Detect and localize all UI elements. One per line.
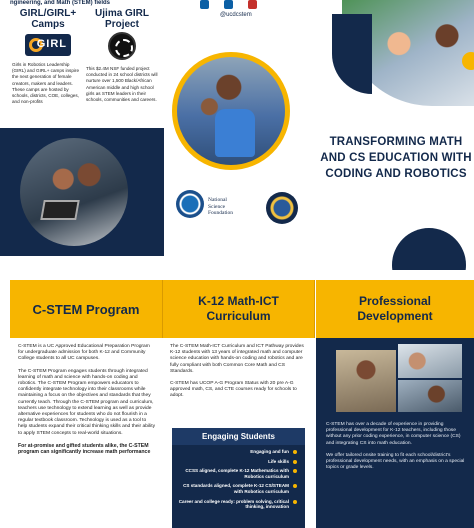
bullet-icon	[293, 460, 297, 464]
k12-curriculum-body	[162, 338, 315, 400]
bullet-icon	[293, 484, 297, 488]
social-links	[198, 0, 290, 20]
professional-development-body	[316, 414, 474, 471]
list-item: CCSS aligned, complete K-12 Mathematics with Robotics curriculum	[176, 468, 297, 479]
bullet-icon	[293, 450, 297, 454]
list-item: Engaging and fun	[176, 449, 297, 455]
list-item: Life skills	[176, 459, 297, 465]
engaging-students-box	[172, 428, 305, 528]
gold-dot-decoration	[462, 52, 474, 70]
cstem-program-column	[10, 280, 162, 528]
workshop-photo	[398, 344, 462, 378]
girls-laptop-photo-circle	[20, 138, 128, 246]
ujima-girl-description: This $2.4M NSF funded project conducted in 24 school districts will nurture over 1,500 Black/African American middle and high school girls as STEM leaders in their schools, communities and careers.	[86, 66, 158, 103]
brochure-bottom-panel	[0, 270, 474, 528]
facebook-icon[interactable]	[200, 0, 209, 9]
cstem-program-title: C-STEM Program	[10, 280, 162, 338]
laptop-shape	[40, 200, 80, 220]
k12-curriculum-column	[162, 280, 315, 528]
social-handle[interactable]: @ucdcstem	[220, 12, 252, 18]
ujima-girl-block	[86, 8, 158, 103]
girl-camps-block	[12, 8, 84, 105]
state-seal-logo	[266, 192, 298, 224]
cstem-paragraph: The C-STEM Program engages students through integrated learning of math and science with hands-on coding and robotics. The C-STEM Program empowers educators to confidently integrate technology into their classrooms while maintaining a focus on the objectives and standards that they currently teach. Through the C-STEM program and curriculum, teachers use technology to extend learning as well as provide alternative experiences for students who do not flourish in a regular textbook classroom. Technology is used as a tool to help students expand their critical thinking skills and their ability to apply STEM concepts to real-world situations.	[18, 368, 156, 436]
girl-logo-text: GIRL	[36, 38, 67, 50]
engaging-students-list	[172, 445, 305, 510]
bullet-icon	[293, 500, 297, 504]
navy-decoration	[332, 14, 372, 94]
top-strip-text: ngineering, and Math (STEM) fields	[10, 0, 111, 6]
k12-paragraph: The C-STEM Math-ICT Curriculum and ICT Pathway provides K-12 students with 13 years of integrated math and computer science education with hands-on coding and robotics and are fully compliant with both Common Core Math and CS Standards.	[170, 344, 304, 374]
teacher-photo	[336, 350, 396, 412]
student-robot-photo	[172, 52, 290, 170]
girl-logo	[25, 34, 71, 56]
nsf-logo-text: National Science Foundation	[208, 197, 234, 216]
k12-paragraph: C-STEM has UCOP A-G Program Status with 20 pre A-G approved math, CS, and CTE courses ready for schools to adopt.	[170, 381, 297, 399]
ujima-logo	[108, 32, 136, 60]
ujima-girl-title: Ujima GIRL Project	[95, 8, 149, 30]
robot-training-photo	[398, 380, 462, 412]
bullet-icon	[293, 469, 297, 473]
k12-curriculum-title: K-12 Math-ICT Curriculum	[162, 280, 315, 338]
list-item: CS standards aligned, complete K-12 CS/STEAM with Robotics curriculum	[176, 483, 297, 494]
brochure-headline: TRANSFORMING MATH AND CS EDUCATION WITH CODING AND ROBOTICS	[320, 136, 472, 180]
cstem-highlight: For at-promise and gifted students alike, the C-STEM program can significantly increase math performance	[18, 442, 151, 456]
nsf-logo	[176, 190, 204, 218]
engaging-students-title: Engaging Students	[172, 428, 305, 445]
pd-paragraph: We offer tailored onsite training to fit each school/district's professional development needs, with an emphasis on a special topics or grade levels.	[326, 452, 465, 471]
student-shirt-shape	[215, 109, 255, 157]
girls-laptop-photo	[0, 128, 164, 256]
list-item: Career and college ready: problem solving, critical thinking, innovation	[176, 499, 297, 510]
youtube-icon[interactable]	[248, 0, 257, 9]
girl-camps-description: Girls in Robotics Leadership (GIRL) and GIRL+ camps inspire the next generation of female creators, makers and leaders. These camps are hosted by schools, districts, COE, colleges, and non-profits	[12, 62, 80, 105]
teacher-training-photos	[324, 344, 466, 414]
twitter-icon[interactable]	[224, 0, 233, 9]
cstem-program-body	[10, 338, 162, 456]
professional-development-column	[316, 280, 474, 528]
navy-circle-decoration	[392, 228, 466, 270]
girl-camps-title: GIRL/GIRL+ Camps	[19, 8, 77, 30]
cstem-paragraph: C-STEM is a UC Approved Educational Preparation Program for undergraduate admission for both K-12 and Community College students to all UC campuses.	[18, 344, 150, 362]
pd-paragraph: C-STEM has over a decade of experience in providing professional development for K-12 teachers, including those without any prior coding experience, in computer science (CS) and integrating CS into math education.	[326, 422, 461, 446]
professional-development-title: Professional Development	[316, 280, 474, 338]
